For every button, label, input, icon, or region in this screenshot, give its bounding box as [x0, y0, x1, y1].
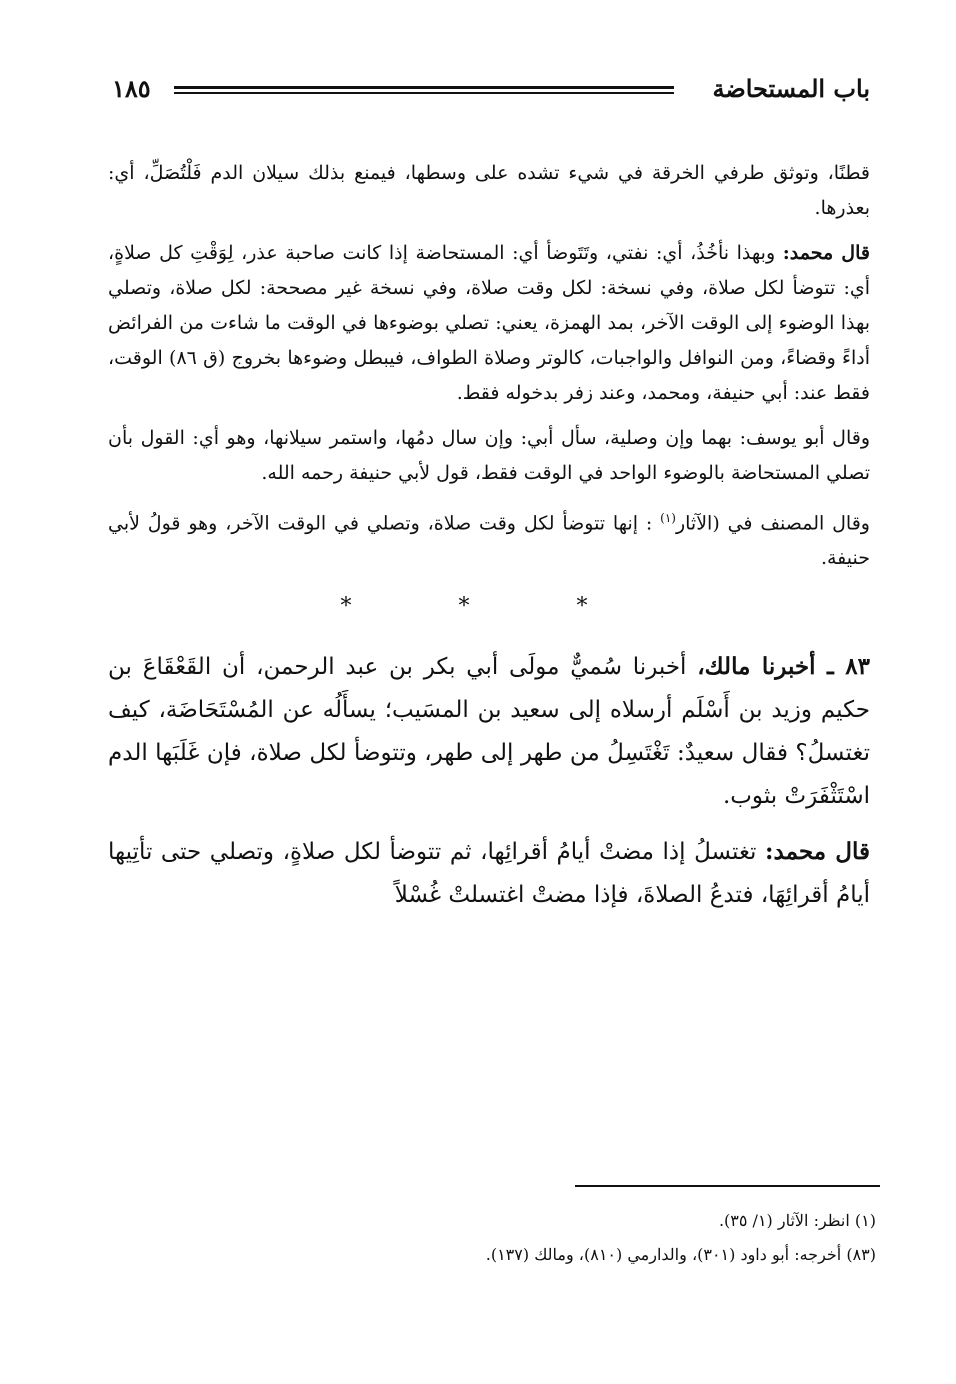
footnote-rule: [575, 1185, 880, 1187]
paragraph-text: قطنًا، وتوثق طرفي الخرقة في شيء تشده على وسطها، فيمنع بذلك سيلان الدم فَلْتُصَلِّ، أي: بعذرها.: [108, 162, 870, 219]
paragraph-commentary-1: [108, 156, 870, 226]
hadith-text: أخبرنا سُميٌّ مولَى أبي بكر بن عبد الرحمن، أن القَعْقَاعَ بن حكيم وزيد بن أَسْلَم أرسلاه إلى سعيد بن المسَيب؛ يسأَلُه عن المُسْتَحَاضَة، كيف تغتسلُ؟ فقال سعيدٌ: تَغْتَسِلُ من طهر إلى طهر، وتتوضأ لكل صلاة، فإن غَلَبَها الدم اسْتَثْفَرَتْ بثوب.: [108, 654, 870, 810]
body-text: [108, 156, 870, 929]
page-number: ١٨٥: [112, 74, 151, 103]
speaker-label: قال محمد:: [782, 242, 870, 264]
paragraph-commentary-3: [108, 421, 870, 491]
header-rule-thin: [174, 92, 674, 94]
paragraph-text: وقال المصنف في (الآثار: [675, 512, 870, 535]
paragraph-main: [108, 830, 870, 917]
chapter-title: باب المستحاضة: [712, 74, 870, 103]
section-separator: * * *: [340, 594, 638, 620]
footnote-reference: (١): [660, 511, 676, 525]
hadith-lead: ٨٣ ـ أخبرنا مالك،: [697, 653, 870, 681]
paragraph-text: : إنها تتوضأ لكل وقت صلاة، وتصلي في الوقت الآخر، وهو قولُ لأبي حنيفة.: [108, 512, 870, 570]
paragraph-text: تغتسلُ إذا مضتْ أيامُ أقرائِها، ثم تتوضأ لكل صلاةٍ، وتصلي حتى تأتِيها أيامُ أقرائِهَا، فتدعُ الصلاةَ، فإذا مضتْ اغتسلتْ غُسْلاً: [108, 839, 870, 909]
footnotes: [108, 1204, 876, 1272]
speaker-label: قال محمد:: [765, 838, 871, 866]
paragraph-text: وبهذا نأخُذُ، أي: نفتي، وتَتَوضأ أي: المستحاضة إذا كانت صاحبة عذر، لِوَقْتِ كل صلاةٍ، أي: تتوضأ لكل صلاة، وفي نسخة: لكل وقت صلاة، وفي نسخة غير مصححة: لكل صلاة، وتصلي بهذا الوضوء إلى الوقت الآخر، بمد الهمزة، يعني: تصلي بوضوءها في الوقت ما شاءت من الفرائض أداءً وقضاءً، ومن النوافل والواجبات، كالوتر وصلاة الطواف، فيبطل وضوءها بخروج (ق ٨٦) الوقت، فقط عند: أبي حنيفة، ومحمد، وعند زفر بدخوله فقط.: [108, 242, 870, 404]
footnote-1: (١) انظر: الآثار (١/ ٣٥).: [718, 1211, 876, 1230]
paragraph-text: وقال أبو يوسف: بهما وإن وصلية، سأل أبي: وإن سال دمُها، واستمر سيلانها، وهو أي: القول بأن تصلي المستحاضة بالوضوء الواحد في الوقت فقط، قول لأبي حنيفة رحمه الله.: [108, 427, 870, 484]
header-rule: [174, 86, 674, 89]
paragraph-commentary-2: [108, 236, 870, 411]
paragraph-commentary-4: [108, 501, 870, 576]
hadith-83: [108, 645, 870, 818]
page-header: [112, 72, 870, 108]
footnote-83: (٨٣) أخرجه: أبو داود (٣٠١)، والدارمي (٨١٠)، ومالك (١٣٧).: [485, 1245, 876, 1264]
